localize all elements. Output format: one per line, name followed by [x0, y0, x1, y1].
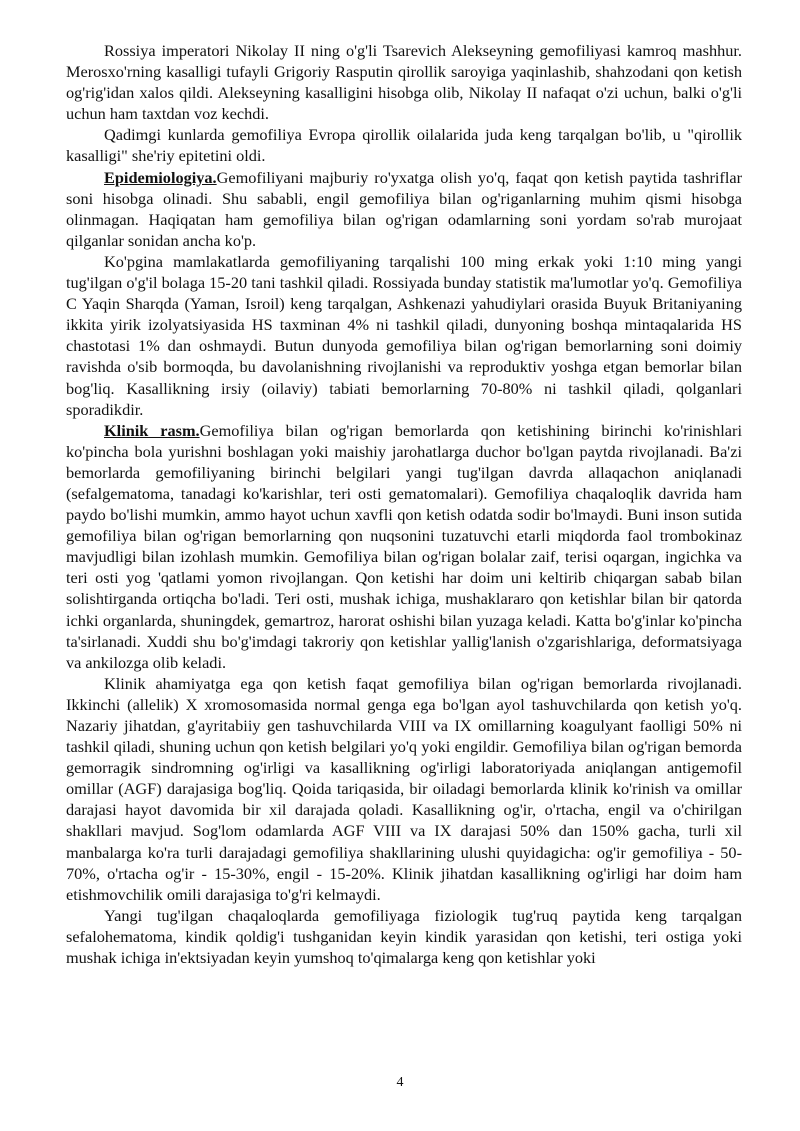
paragraph-clinical-significance: [66, 673, 742, 905]
paragraph-tsarevich: [66, 40, 742, 124]
section-heading-clinical-picture: Klinik rasm.: [104, 420, 200, 440]
paragraph-text: Gemofiliya bilan og'rigan bemorlarda qon ketishining birinchi ko'rinishlari ko'pincha bola yurishni boshlagan yoki maishiy jarohatlarga duchor bo'lgan paytda rivojlanadi. Ba'zi bemorlarda gemofiliyaning birinchi belgilari yangi tug'ilgan davrda allaqachon aniqlanadi (sefalgematoma, tanadagi ko'karishlar, teri osti gematomalari). Gemofiliya chaqaloqlik davrida ham paydo bo'lishi mumkin, ammo hayot uchun xavfli qon ketish odatda sodir bo'lmaydi. Buni inson sutida gemofiliya bilan og'rigan bemorlarning qon nuqsonini tuzatuvchi etarli miqdorda faol trombokinaz mavjudligi bilan izohlash mumkin. Gemofiliya bilan og'rigan bolalar zaif, terisi oqargan, ingichka va teri osti yog 'qatlami yomon rivojlangan. Qon ketishi har doim uni keltirib chiqargan sabab bilan solishtirganda ortiqcha bo'ladi. Teri osti, mushak ichiga, mushaklararo qon ketishlar bilan bir qatorda ichki organlarda, shuningdek, gemartroz, harorat oshishi bilan yuzaga keladi. Katta bo'g'inlar ko'pincha ta'sirlanadi. Xuddi shu bo'g'imdagi takroriy qon ketishlar yallig'lanish o'zgarishlariga, deformatsiyaga va ankilozga olib keladi.: [66, 420, 742, 672]
paragraph-clinical-picture: [66, 420, 742, 673]
page-number: 4: [396, 1075, 404, 1090]
paragraph-text: Yangi tug'ilgan chaqaloqlarda gemofiliyaga fiziologik tug'ruq paytida keng tarqalgan sefalohematoma, kindik qoldig'i tushganidan keyin kindik yarasidan qon ketishi, teri ostiga yoki mushak ichiga in'ektsiyadan keyin yumshoq to'qimalarga keng qon ketishlar yoki: [66, 905, 742, 968]
paragraph-newborns: [66, 905, 742, 968]
paragraph-text: Ko'pgina mamlakatlarda gemofiliyaning tarqalishi 100 ming erkak yoki 1:10 ming yangi tug'ilgan o'g'il bolaga 15-20 tani tashkil qiladi. Rossiyada bunday statistik ma'lumotlar yo'q. Gemofiliya C Yaqin Sharqda (Yaman, Isroil) keng tarqalgan, Ashkenazi yahudiylari orasida Buyuk Britaniyaning ikkita yirik izolyatsiyasida HS taxminan 4% ni tashkil qiladi, dunyoning boshqa mintaqalarida HS chastotasi 1% dan oshmaydi. Butun dunyoda gemofiliya bilan og'rigan bemorlarning soni doimiy ravishda o'sib bormoqda, bu davolanishning rivojlanishi va reproduktiv yoshga etgan bemorlar bilan bog'liq. Kasallikning irsiy (oilaviy) tabiati bemorlarning 70-80% ni tashkil qiladi, qolganlari sporadikdir.: [66, 251, 742, 419]
paragraph-prevalence: [66, 251, 742, 420]
paragraph-text: Rossiya imperatori Nikolay II ning o'g'li Tsarevich Alekseyning gemofiliyasi kamroq mashhur. Merosxo'rning kasalligi tufayli Grigoriy Rasputin qirollik saroyiga yaqinlashib, shahzodani qon ketish og'rig'idan xalos qildi. Alekseyning kasalligini hisobga olib, Nikolay II nafaqat o'zi uchun, balki o'g'li uchun ham taxtdan voz kechdi.: [66, 41, 742, 124]
document-page: [66, 40, 742, 968]
paragraph-epidemiology: [66, 167, 742, 251]
paragraph-royal-disease: [66, 124, 742, 166]
paragraph-text: Klinik ahamiyatga ega qon ketish faqat gemofiliya bilan og'rigan bemorlarda rivojlanadi. Ikkinchi (allelik) X xromosomasida normal genga ega bo'lgan ayol tashuvchilarda qon ketish yo'q. Nazariy jihatdan, g'ayritabiiy gen tashuvchilarda VIII va IX omillarning koagulyant faolligi 50% ni tashkil qiladi, shuning uchun qon ketish belgilari yo'q yoki engildir. Gemofiliya bilan og'rigan bemorda gemorragik sindromning og'irligi va kasallikning og'irligi laboratoriyada aniqlangan antigemofil omillar (AGF) darajasiga bog'liq. Qoida tariqasida, bir oiladagi bemorlarda klinik ko'rinish va omillar darajasi hayot davomida bir xil darajada qoladi. Kasallikning og'ir, o'rtacha, engil va o'chirilgan shakllari mavjud. Sog'lom odamlarda AGF VIII va IX darajasi 50% dan 150% gacha, turli xil manbalarga ko'ra turli darajadagi gemofiliya shakllarining ulushi quyidagicha: og'ir gemofiliya - 50-70%, o'rtacha og'ir - 15-30%, engil - 15-20%. Klinik jihatdan kasallikning og'irligi har doim ham etishmovchilik omili darajasiga to'g'ri kelmaydi.: [66, 673, 742, 904]
paragraph-text: Qadimgi kunlarda gemofiliya Evropa qirollik oilalarida juda keng tarqalgan bo'lib, u "qirollik kasalligi" she'riy epitetini oldi.: [66, 125, 742, 166]
section-heading-epidemiology: Epidemiologiya.: [104, 167, 217, 187]
paragraph-text: Gemofiliyani majburiy ro'yxatga olish yo'q, faqat qon ketish paytida tashriflar soni hisobga olinadi. Shu sababli, engil gemofiliya bilan og'riganlarning muhim qismi hisobga olinmagan. Haqiqatan ham gemofiliya bilan og'rigan odamlarning soni yordam so'rab murojaat qilganlar sonidan ancha ko'p.: [66, 167, 742, 250]
